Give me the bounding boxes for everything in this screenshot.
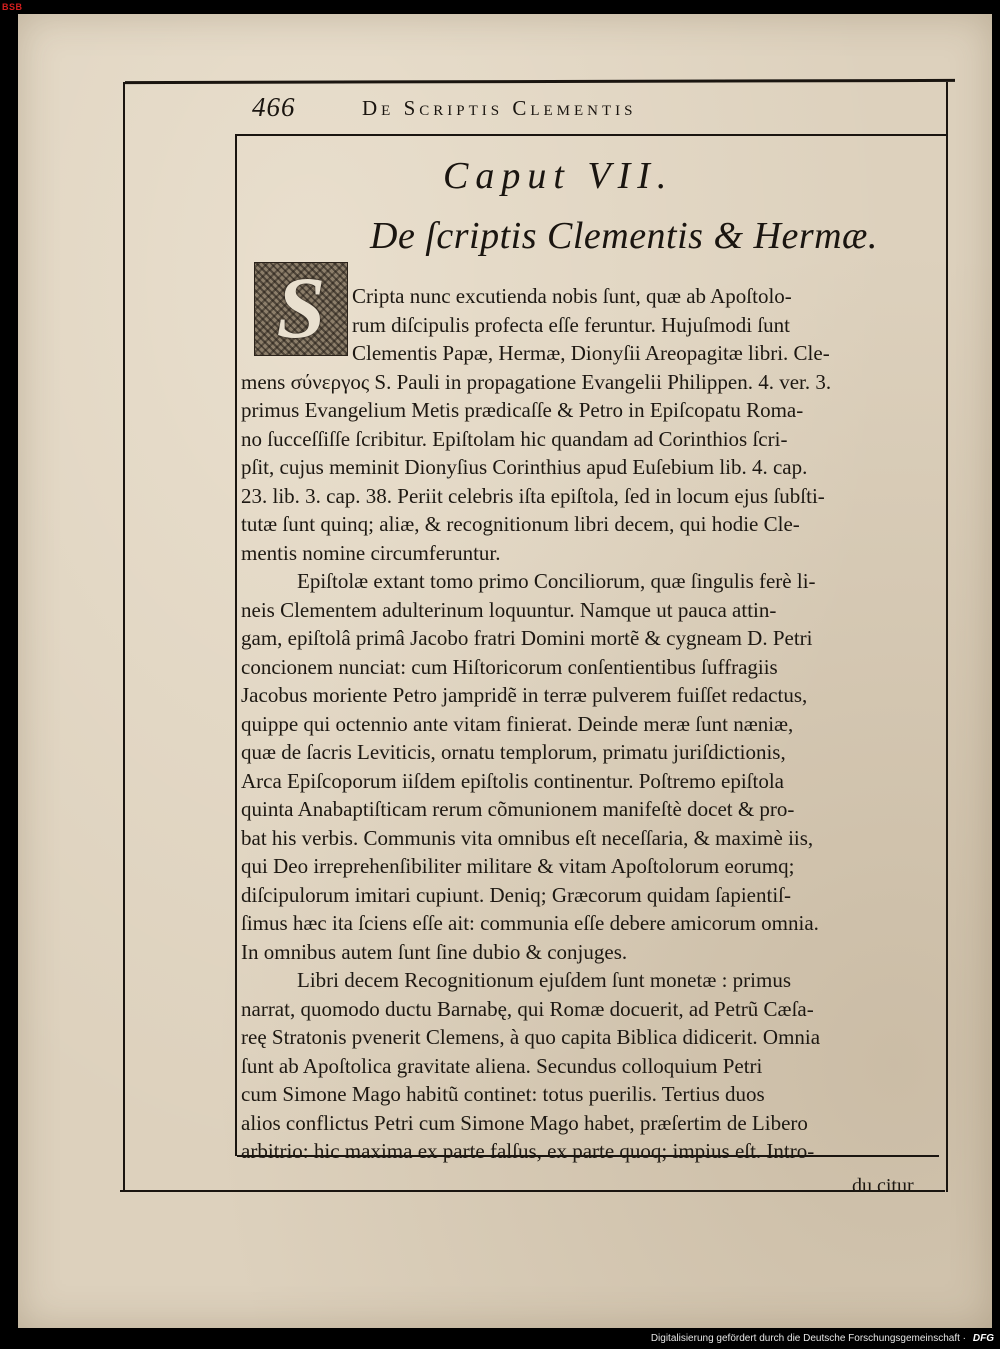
frame-rule-bottom bbox=[120, 1190, 945, 1192]
text-line: quæ de ſacris Leviticis, ornatu templorum, primatu juriſdictionis, bbox=[241, 740, 786, 764]
dfg-logo: DFG bbox=[972, 1333, 994, 1344]
text-line: bat his verbis. Communis vita omnibus eſt neceſſaria, & maximè iis, bbox=[241, 825, 814, 850]
text-line: tutæ ſunt quinq; aliæ, & recognitionum libri decem, qui hodie Cle- bbox=[241, 512, 800, 536]
initial-letter: S bbox=[276, 260, 326, 357]
text-line: cum Simone Mago habitũ continet: totus puerilis. Tertius duos bbox=[241, 1082, 765, 1106]
text-line: ſunt ab Apoſtolica gravitate aliena. Secundus colloquium Petri bbox=[241, 1053, 763, 1078]
text-line: neis Clementem adulterinum loquuntur. Namque ut pauca attin- bbox=[241, 597, 777, 622]
chapter-label: Caput VII. bbox=[443, 155, 674, 197]
digitization-credit: Digitalisierung gefördert durch die Deutsche Forschungsgemeinschaft · bbox=[650, 1333, 966, 1344]
catchword: du citur bbox=[852, 1175, 914, 1197]
text-line: Clementis Papæ, Hermæ, Dionyſii Areopagitæ libri. Cle- bbox=[352, 341, 830, 365]
text-line: ſimus hæc ita ſciens eſſe ait: communia eſſe debere amicorum omnia. bbox=[241, 911, 819, 935]
text-line: Epiſtolæ extant tomo primo Conciliorum, quæ ſingulis ferè li- bbox=[297, 569, 816, 593]
text-line: quippe qui octennio ante vitam finierat. Deinde meræ ſunt næniæ, bbox=[241, 711, 794, 736]
decorated-initial bbox=[254, 262, 348, 356]
text-line: Arca Epiſcoporum iiſdem epiſtolis continentur. Poſtremo epiſtola bbox=[241, 768, 784, 793]
library-watermark: BSB bbox=[2, 2, 23, 12]
chapter-title: De ſcriptis Clementis & Hermæ. bbox=[370, 215, 878, 257]
text-line: Libri decem Recognitionum ejuſdem ſunt monetæ : primus bbox=[297, 968, 792, 992]
text-line: primus Evangelium Metis prædicaſſe & Petro in Epiſcopatu Roma- bbox=[241, 398, 804, 422]
margin-rule-left bbox=[235, 134, 237, 1156]
text-line: narrat, quomodo ductu Barnabę, qui Romæ docuerit, ad Petrũ Cæſa- bbox=[241, 996, 814, 1021]
text-line: quinta Anabaptiſticam rerum cõmunionem manifeſtè docet & pro- bbox=[241, 797, 795, 821]
text-line: diſcipulorum imitari cupiunt. Deniq; Græcorum quidam ſapientiſ- bbox=[241, 882, 791, 907]
text-line: alios conflictus Petri cum Simone Mago habet, præſertim de Libero bbox=[241, 1110, 808, 1135]
text-line: Jacobus moriente Petro jampridẽ in terræ pulverem fuiſſet redactus, bbox=[241, 683, 808, 707]
header-rule bbox=[235, 134, 947, 136]
running-title: De Scriptis Clementis bbox=[362, 96, 637, 120]
text-line: concionem nunciat: cum Hiſtoricorum conſentientibus ſuffragiis bbox=[241, 654, 778, 679]
text-line: reę Stratonis pvenerit Clemens, à quo capita Biblica didicerit. Omnia bbox=[241, 1025, 821, 1049]
text-line: pſit, cujus meminit Dionyſius Corinthius apud Euſebium lib. 4. cap. bbox=[241, 455, 808, 479]
text-line: In omnibus autem ſunt ſine dubio & conjuges. bbox=[241, 939, 628, 964]
text-line: qui Deo irreprehenſibiliter militare & vitam Apoſtolorum eorumq; bbox=[241, 854, 795, 878]
text-line: 23. lib. 3. cap. 38. Periit celebris iſta epiſtola, ſed in locum ejus ſubſti- bbox=[241, 483, 825, 508]
footer-bar bbox=[0, 1330, 1000, 1349]
frame-rule-right bbox=[946, 82, 948, 1192]
text-line: mentis nomine circumferuntur. bbox=[241, 540, 501, 565]
page-number: 466 bbox=[252, 92, 296, 122]
frame-rule-left bbox=[123, 82, 125, 1192]
text-line: mens σύνεργος S. Pauli in propagatione Evangelii Philippen. 4. ver. 3. bbox=[241, 369, 832, 394]
text-line: gam, epiſtolâ primâ Jacobo fratri Domini mortẽ & cygneam D. Petri bbox=[241, 626, 813, 650]
text-line: no ſucceſſiſſe ſcribitur. Epiſtolam hic quandam ad Corinthios ſcri- bbox=[241, 426, 788, 451]
text-line: arbitrio: hic maxima ex parte falſus, ex parte quoq; impius eſt. Intro- bbox=[241, 1139, 815, 1163]
text-line: Cripta nunc excutienda nobis ſunt, quæ ab Apoſtolo- bbox=[352, 284, 792, 308]
text-line: rum diſcipulis profecta eſſe feruntur. Hujuſmodi ſunt bbox=[352, 312, 790, 337]
